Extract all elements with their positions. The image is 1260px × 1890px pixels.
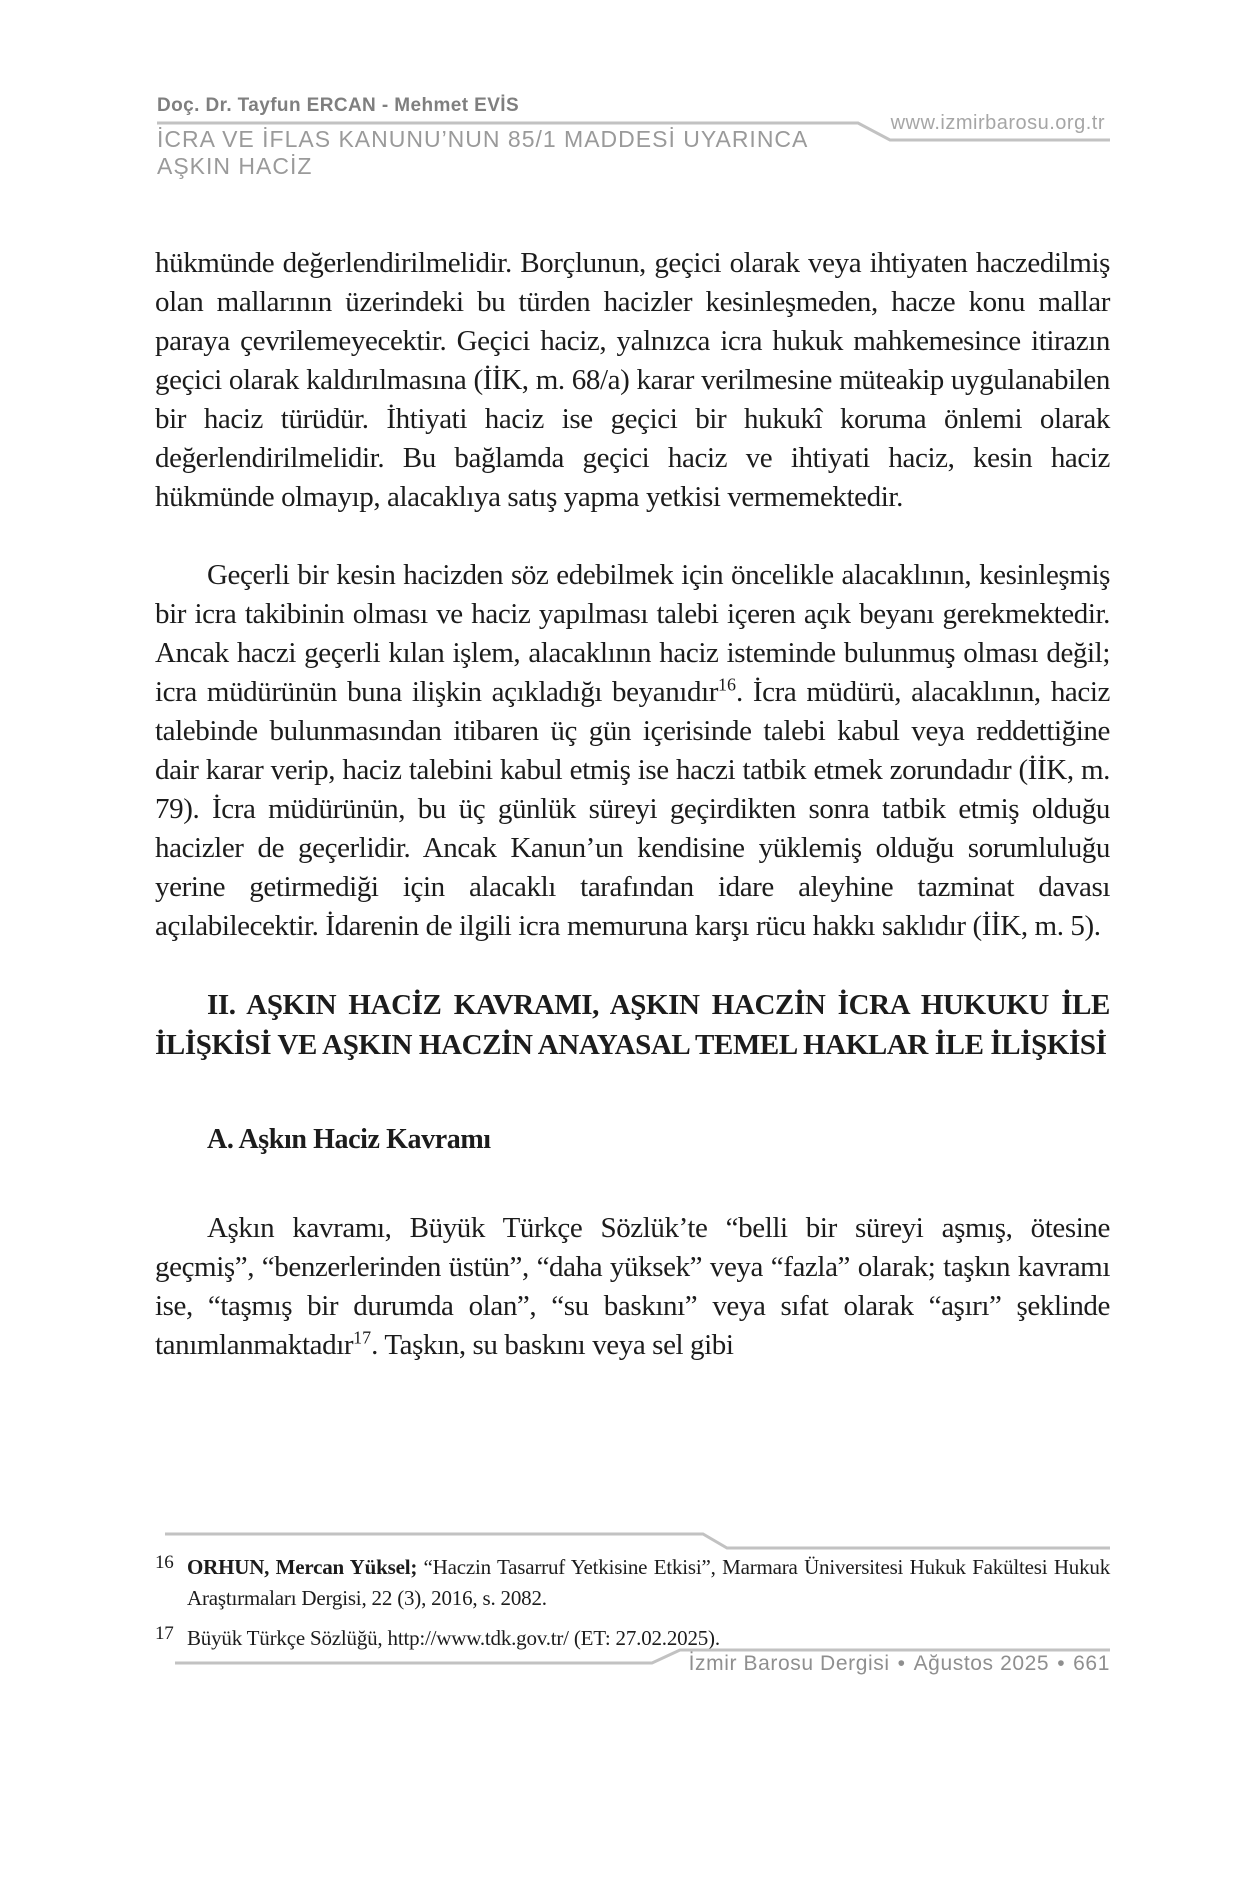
bullet-separator: • [1057, 1652, 1066, 1675]
section-heading: II. AŞKIN HACİZ KAVRAMI, AŞKIN HACZİN İCRA HUKUKU İLE İLİŞKİSİ VE AŞKIN HACZİN ANAYASAL TEMEL HAKLAR İLE İLİŞKİSİ [155, 989, 1110, 1061]
article-title-line1: İCRA VE İFLAS KANUNU’NUN 85/1 MADDESİ UYARINCA [157, 126, 809, 152]
bullet-separator: • [897, 1652, 906, 1675]
article-title-line2: AŞKIN HACİZ [157, 153, 313, 179]
footnote-ref-16: 16 [717, 674, 736, 695]
subsection-heading: A. Aşkın Haciz Kavramı [207, 1124, 491, 1155]
authors-line: Doç. Dr. Tayfun ERCAN - Mehmet EVİS [157, 95, 520, 116]
paragraph-continuation: hükmünde değerlendirilmelidir. Borçlunun, geçici olarak veya ihtiyaten haczedilmiş olan mallarının üzerindeki bu türden hacizler kesinleşmeden, hacze konu mallar paraya çevrilemeyecektir. Geçici haciz, yalnızca icra hukuk mahkemesince itirazın geçici olarak kaldırılmasına (İİK, m. 68/a) karar verilmesine müteakip uygulanabilen bir haciz türüdür. İhtiyati haciz ise geçici bir hukukî koruma önlemi olarak değerlendirilmelidir. Bu bağlamda geçici haciz ve ihtiyati haciz, kesin haciz hükmünde olmayıp, alacaklıya satış yapma yetkisi vermemektedir. [155, 247, 1110, 513]
footnote-text: “Haczin Tasarruf Yetkisine Etkisi”, Marmara Üniversitesi Hukuk Fakültesi Hukuk Araştırmaları Dergisi, 22 (3), 2016, s. 2082. [187, 1555, 1110, 1610]
footnote-marker: 17 [155, 1623, 174, 1644]
paragraph-text: . Taşkın, su baskını veya sel gibi [371, 1329, 734, 1361]
footnote-marker: 16 [155, 1552, 174, 1573]
footnote-ref-17: 17 [353, 1327, 372, 1348]
website-url: www.izmirbarosu.org.tr [890, 112, 1105, 134]
paragraph-text: Aşkın kavramı, Büyük Türkçe Sözlük’te “belli bir süreyi aşmış, ötesine geçmiş”, “benzerlerinden üstün”, “daha yüksek” veya “fazla” olarak; taşkın kavramı ise, “taşmış bir durumda olan”, “su baskını” veya sıfat olarak “aşırı” şeklinde tanımlanmaktadır [155, 1212, 1110, 1361]
article-title [157, 126, 808, 180]
footnote-text: Büyük Türkçe Sözlüğü, http://www.tdk.gov.tr/ (ET: 27.02.2025). [187, 1626, 720, 1650]
footnote-author: ORHUN, Mercan Yüksel; [187, 1555, 418, 1579]
footnote-separator-rule [0, 1526, 1260, 1554]
issue-date: Ağustos 2025 [913, 1652, 1050, 1675]
paragraph-kesin-haciz [155, 556, 1110, 946]
paragraph-text: . İcra müdürü, alacaklının, haciz talebinde bulunmasından itibaren üç gün içerisinde talebi kabul veya reddettiğine dair karar verip, haciz talebini kabul etmiş ise haczi tatbik etmek zorundadır (İİK, m. 79). İcra müdürünün, bu üç günlük süreyi geçirdikten sonra tatbik etmiş olduğu hacizler de geçerlidir. Ancak Kanun’un kendisine yüklemiş olduğu sorumluluğu yerine getirmediği için alacaklı tarafından idare aleyhine tazminat davası açılabilecektir. İdarenin de ilgili icra memuruna karşı rücu hakkı saklıdır (İİK, m. 5). [155, 676, 1110, 942]
page-footer [689, 1652, 1110, 1676]
paragraph-askin-kavrami [155, 1209, 1110, 1365]
page-number: 661 [1073, 1652, 1110, 1675]
footnote-16 [155, 1552, 1110, 1614]
paragraph-text: Geçerli bir kesin hacizden söz edebilmek için öncelikle alacaklının, kesinleşmiş bir icra takibinin olması ve haciz yapılması talebi içeren açık beyanı gerekmektedir. Ancak haczi geçerli kılan işlem, alacaklının haciz isteminde bulunmuş olması değil; icra müdürünün buna ilişkin açıkladığı beyanıdır [155, 559, 1110, 708]
article-body [155, 244, 1110, 1365]
journal-name: İzmir Barosu Dergisi [688, 1652, 890, 1675]
